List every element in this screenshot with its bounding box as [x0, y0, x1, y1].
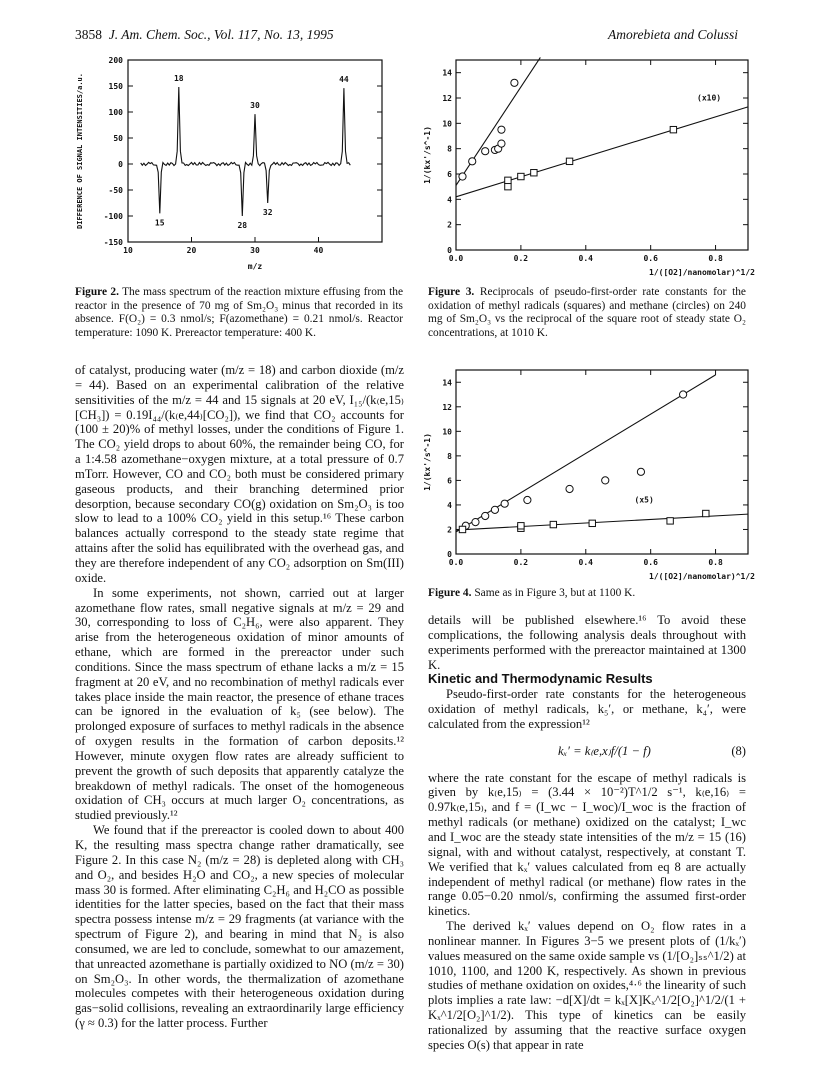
y-tick-label: 4: [447, 500, 452, 510]
paragraph: In some experiments, not shown, carried out at larger azomethane flow rates, small negative signals at m/z = 29 and 30, corresponding to loss of C₂H₆, were also apparent. They arise from the heterogeneous oxidation of minor amounts of ethane, which are formed in the prereactor under such conditions. Since the mass spectrum of ethane lacks a m/z = 15 fragment at 20 eV, and no recombination of methyl radicals ever takes place inside the main reactor, the presence of ethane traces can be ignored in the evaluation of k₅ (see below). The prolonged exposure of surfaces to methyl radicals in the absence of oxygen results in the formation of carbon deposits.¹² However, minute oxygen flow rates are already sufficient to prevent the growth of such deposits that apparently catalyze the breakdown of methyl radicals. The onset of the homogeneous oxidation of CH₃ occurs at much larger O₂ concentrations, as studied previously.¹²: [75, 585, 404, 823]
section-heading: Kinetic and Thermodynamic Results: [428, 671, 653, 687]
plot-frame: [456, 370, 748, 554]
page-number: 3858: [75, 27, 102, 42]
circle-point: [459, 173, 466, 180]
x-tick-label: 0.6: [643, 558, 658, 567]
square-point: [518, 173, 524, 179]
caption-text: Reciprocals of pseudo-first-order rate constants for the oxidation of methyl radicals (squares) and methane (circles) on 240 mg of Sm₂O₃ vs the reciprocal of the square root of steady state O₂ concentrations, at 1010 K.: [428, 286, 746, 339]
y-axis-label: 1/(kx'/s^-1): [423, 126, 432, 184]
figure-2-caption: [75, 286, 403, 340]
y-tick-label: 10: [442, 119, 452, 129]
running-header-authors: Amorebieta and Colussi: [608, 27, 738, 42]
x-tick-label: 40: [313, 246, 324, 255]
circle-point: [501, 500, 508, 507]
x-tick-label: 0.4: [578, 558, 594, 567]
x-tick-label: 0.8: [708, 558, 723, 567]
figure-3-caption: [428, 286, 746, 340]
y-tick-label: 8: [447, 451, 452, 461]
circle-point: [482, 512, 489, 519]
paragraph: of catalyst, producing water (m/z = 18) and carbon dioxide (m/z = 44). Based on an experimental calibration of the relative sensitivities of the m/z = 44 and 15 signals at 20 eV, I₁₅/(k₍e,15₎[CH₃]) = 0.19I₄₄/(k₍e,44₎[CO₂]), we find that CO₂ accounts for (100 ± 20)% of methyl losses, under the conditions of Figure 1. The CO₂ yield drops to about 60%, the remainder being CO, for a 1:4.58 azomethane−oxygen mixture, at a total pressure of 0.7 mTorr. However, CO and CO₂ both must be considered primary gaseous products, and their branching determined prior desorption, because secondary CO(g) oxidation on Sm₂O₃ is too slow to lead to a 100% CO₂ yield in this setup.¹⁶ These carbon balances actually correspond to the steady state regime that attains after the solid has equilibrated with the overhead gas, and they are therefore independent of any CO₂ adsorption on Sm(III) oxide.: [75, 363, 404, 585]
circle-point: [511, 79, 518, 86]
figure-4-chart: [418, 362, 758, 584]
paragraph: details will be published elsewhere.¹⁶ To avoid these complications, the following analysis deals throughout with experiments performed with the prereactor maintained at 1300 K.: [428, 613, 746, 672]
y-tick-label: 2: [447, 220, 452, 230]
annotation: (x5): [634, 495, 654, 505]
square-point: [703, 510, 709, 516]
y-tick-label: 100: [108, 108, 123, 117]
square-point: [459, 526, 465, 532]
y-tick-label: -150: [103, 238, 123, 247]
circle-point: [680, 391, 687, 398]
y-axis-label: DIFFERENCE OF SIGNAL INTENSITIES/a.u.: [76, 73, 84, 229]
x-axis-label: 1/([O2]/nanomolar)^1/2: [649, 572, 755, 581]
y-tick-label: 12: [442, 402, 452, 412]
peak-label: 30: [250, 101, 260, 111]
y-tick-label: 14: [442, 68, 452, 78]
figure-3-chart: [418, 52, 758, 280]
y-tick-label: 200: [108, 56, 123, 65]
caption-text: Same as in Figure 3, but at 1100 K.: [474, 587, 636, 599]
square-point: [518, 523, 524, 529]
square-point: [550, 521, 556, 527]
equation-8: [428, 744, 746, 759]
caption-label: Figure 3.: [428, 286, 475, 298]
peak-label: 32: [262, 208, 273, 217]
y-tick-label: 2: [447, 525, 452, 535]
x-axis-label: 1/([O2]/nanomolar)^1/2: [649, 268, 755, 277]
y-axis-label: 1/(kx'/s^-1): [423, 433, 432, 491]
y-tick-label: 12: [442, 94, 452, 103]
square-point: [505, 177, 511, 183]
x-tick-label: 30: [250, 246, 260, 255]
x-tick-label: 0.2: [513, 558, 529, 567]
circle-point: [469, 158, 476, 165]
circle-fit-line: [456, 57, 540, 185]
y-tick-label: 6: [447, 170, 452, 179]
circle-point: [491, 506, 498, 513]
circle-point: [602, 477, 609, 484]
figure-4-caption: [428, 587, 746, 601]
circle-point: [472, 519, 479, 526]
y-tick-label: -50: [108, 186, 123, 195]
equation-number: (8): [731, 743, 746, 758]
journal-citation: J. Am. Chem. Soc., Vol. 117, No. 13, 1995: [108, 27, 334, 42]
paragraph: Pseudo-first-order rate constants for the heterogeneous oxidation of methyl radicals, k₅′, or methane, k₄′, were calculated from the expression¹²: [428, 687, 746, 731]
y-tick-label: 8: [447, 144, 452, 154]
figure-2-chart: [70, 52, 415, 280]
plot-frame: [128, 60, 382, 242]
paragraph: where the rate constant for the escape of methyl radicals is given by k₍e,15₎ = (3.44 × 10⁻²)T^1/2 s⁻¹, k₍e,16₎ = 0.97k₍e,15₎, and f = (I_wc − I_woc)/I_woc is the fraction of methyl radicals (or methane) oxidized on the catalyst; I_wc and I_woc are the steady state intensities of the m/z = 15 (16) signal, with and without catalyst, respectively, at constant T. We verified that kₓ′ values calculated from eq 8 are actually independent of methyl radical (or methane) flow rates in the range 0.05−0.20 nmol/s, confirming the assumed first-order kinetics.: [428, 770, 746, 919]
peak-label: 28: [237, 221, 248, 230]
right-column-text: [428, 613, 746, 1053]
left-column-text: [75, 363, 404, 1031]
x-tick-label: 0.2: [513, 254, 529, 263]
square-point: [566, 158, 572, 164]
x-tick-label: 0.0: [448, 558, 464, 567]
caption-label: Figure 4.: [428, 587, 472, 599]
x-tick-label: 0.6: [643, 254, 658, 263]
y-tick-label: 150: [108, 82, 123, 91]
square-point: [670, 126, 676, 132]
y-tick-label: 4: [447, 195, 452, 205]
equation-body: kₓ′ = k₍e,x₎f/(1 − f): [558, 743, 651, 758]
y-tick-label: 0: [447, 550, 452, 559]
y-tick-label: -100: [103, 212, 123, 221]
paragraph: The derived kₓ′ values depend on O₂ flow rates in a nonlinear manner. In Figures 3−5 we present plots of (1/kₓ′) values measured on the same oxide sample vs (1/[O₂]ₛₛ^1/2) at 1010, 1100, and 1200 K, respectively. As shown in previous studies of methane oxidation on oxides,⁴·⁶ the linearity of such plots implies a rate law: −d[X]/dt = kₓ[X]Kₓ^1/2[O₂]^1/2/(1 + Kₓ^1/2[O₂]^1/2). This type of kinetics can be easily rationalized by assuming that the reactive surface oxygen species O(s) that appear in rate: [428, 919, 747, 1052]
paragraph: We found that if the prereactor is cooled down to about 400 K, the resulting mass spectra change rather dramatically, see Figure 2. In this case N₂ (m/z = 28) is depleted along with CH₃ and O₂, and besides H₂O and CO₂, a new species of molecular mass 30 is formed. After eliminating C₂H₆ and H₂CO as possible identities for the latter species, based on the fact that their mass spectra possess intense m/z = 29 fragments (at variance with the spectrum of Figure 2), and bearing in mind that N₂ is also consumed, we are led to conclude, somewhat to our amazement, that unreacted azomethane is partially oxidized to NO (m/z = 30) on Sm₂O₃. In other words, the thermalization of azomethane molecules competes with their heterogeneous oxidation during gas−solid collisions, revealing an extraordinarily large efficiency (γ ≈ 0.3) for the latter process. Further: [75, 823, 404, 1031]
circle-point: [482, 148, 489, 155]
peak-label: 18: [173, 74, 184, 84]
circle-point: [566, 485, 573, 492]
x-tick-label: 20: [186, 246, 197, 255]
square-point: [667, 518, 673, 524]
x-tick-label: 0.4: [578, 254, 594, 263]
annotation: (x10): [697, 93, 722, 103]
circle-point: [498, 140, 505, 147]
peak-label: 44: [339, 75, 349, 85]
y-tick-label: 10: [442, 427, 452, 437]
y-tick-label: 0: [118, 160, 123, 169]
square-point: [531, 170, 537, 176]
square-point: [589, 520, 595, 526]
peak-label: 15: [154, 218, 165, 228]
x-axis-label: m/z: [247, 262, 263, 271]
circle-point: [498, 126, 505, 133]
circle-point: [637, 468, 644, 475]
y-tick-label: 0: [447, 246, 452, 255]
x-tick-label: 0.0: [448, 254, 464, 263]
plot-frame: [456, 60, 748, 250]
caption-label: Figure 2.: [75, 286, 119, 298]
caption-text: The mass spectrum of the reaction mixture effusing from the reactor in the presence of 70 mg of Sm₂O₃ minus that recorded in its absence. F(O₂) = 0.3 nmol/s; F(azomethane) = 0.21 nmol/s. Reactor temperature: 1090 K. Prereactor temperature: 400 K.: [75, 286, 403, 339]
y-tick-label: 6: [447, 476, 452, 486]
spectrum-trace: [141, 87, 351, 216]
running-header-left: [75, 27, 334, 43]
circle-point: [524, 496, 531, 503]
square-point: [505, 183, 511, 189]
y-tick-label: 14: [442, 378, 452, 388]
x-tick-label: 10: [123, 246, 133, 255]
x-tick-label: 0.8: [708, 254, 723, 263]
y-tick-label: 50: [113, 134, 123, 143]
